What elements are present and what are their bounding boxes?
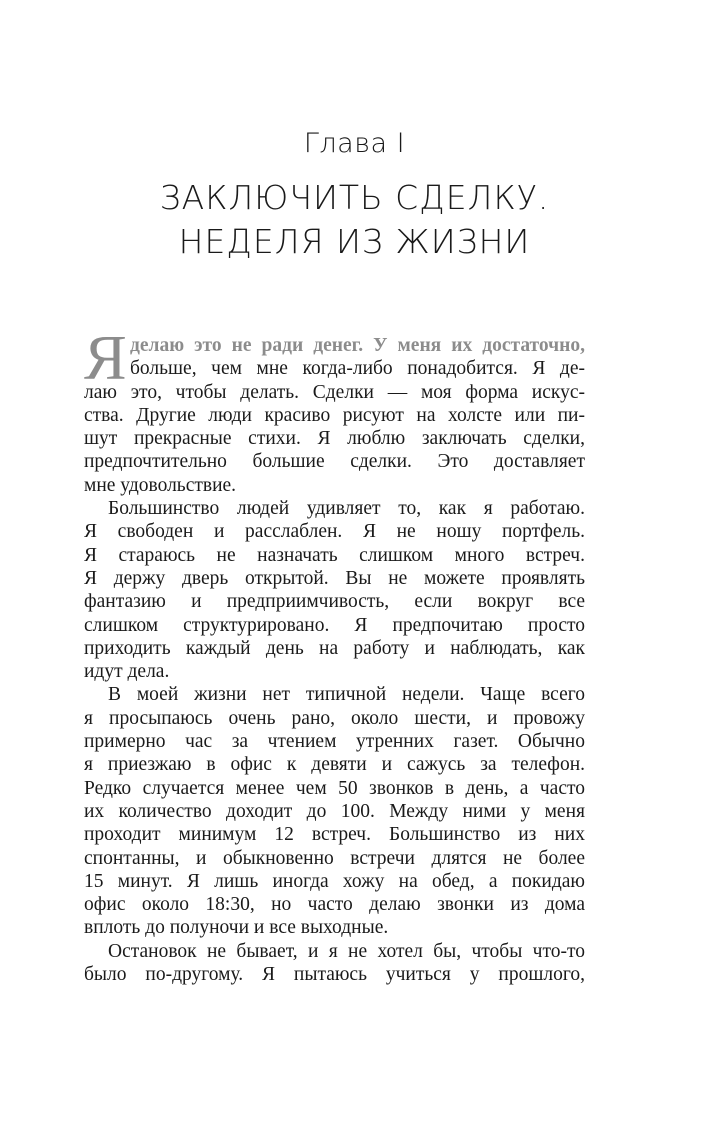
text-line: шут прекрасные стихи. Я люблю заключать сделки,	[84, 428, 585, 450]
text-line: ства. Другие люди красиво рисуют на холсте или пи-	[84, 404, 585, 426]
paragraph-3	[84, 683, 585, 939]
text-line: мне удовольствие.	[84, 474, 237, 496]
drop-cap: Я	[84, 322, 127, 393]
text-line: офис около 18:30, но часто делаю звонки из дома	[84, 894, 585, 916]
text-line: я просыпаюсь очень рано, около шести, и провожу	[84, 707, 585, 729]
text-line: Я стараюсь не назначать слишком много встреч.	[84, 544, 585, 566]
text-line: Я свободен и расслаблен. Я не ношу портфель.	[84, 521, 585, 543]
text-line: их количество доходит до 100. Между ними у меня	[84, 800, 585, 822]
text-line: фантазию и предприимчивость, если вокруг все	[84, 591, 585, 613]
text-line: делаю это не ради денег. У меня их достаточно,	[130, 335, 585, 356]
paragraph-1	[84, 322, 585, 497]
text-line: спонтанны, и обыкновенно встречи длятся не более	[84, 847, 585, 869]
chapter-title-line-1: ЗАКЛЮЧИТЬ СДЕЛКУ.	[159, 178, 550, 217]
text-line: приходить каждый день на работу и наблюдать, как	[84, 637, 585, 659]
text-line: слишком структурировано. Я предпочитаю просто	[84, 614, 585, 636]
text-line: Большинство людей удивляет то, как я работаю.	[108, 498, 585, 520]
chapter-title-line-2: НЕДЕЛЯ ИЗ ЖИЗНИ	[178, 222, 531, 261]
text-line: лаю это, чтобы делать. Сделки — моя форма искус-	[84, 381, 585, 403]
text-line: примерно час за чтением утренних газет. Обычно	[84, 731, 585, 753]
paragraph-4	[84, 940, 585, 987]
text-line: проходит минимум 12 встреч. Большинство из них	[84, 824, 585, 846]
text-line: идут дела.	[84, 661, 170, 683]
text-line: В моей жизни нет типичной недели. Чаще всего	[108, 684, 585, 706]
text-line: я приезжаю в офис к девяти и сажусь за телефон.	[84, 754, 585, 776]
text-line: больше, чем мне когда-либо понадобится. Я де-	[130, 358, 585, 380]
chapter-title	[0, 176, 709, 264]
text-line: вплоть до полуночи и все выходные.	[84, 917, 389, 939]
text-line: Остановок не бывает, и я не хотел бы, чтобы что-то	[108, 940, 585, 962]
body-text	[84, 322, 585, 986]
paragraph-2	[84, 497, 585, 683]
text-line: предпочтительно большие сделки. Это доставляет	[84, 451, 585, 473]
text-line: 15 минут. Я лишь иногда хожу на обед, а покидаю	[84, 870, 585, 892]
text-line: Я держу дверь открытой. Вы не можете проявлять	[84, 567, 585, 589]
text-line: было по-другому. Я пытаюсь учиться у прошлого,	[84, 964, 585, 986]
chapter-label: Глава I	[303, 128, 406, 159]
text-line: Редко случается менее чем 50 звонков в день, а часто	[84, 777, 585, 799]
